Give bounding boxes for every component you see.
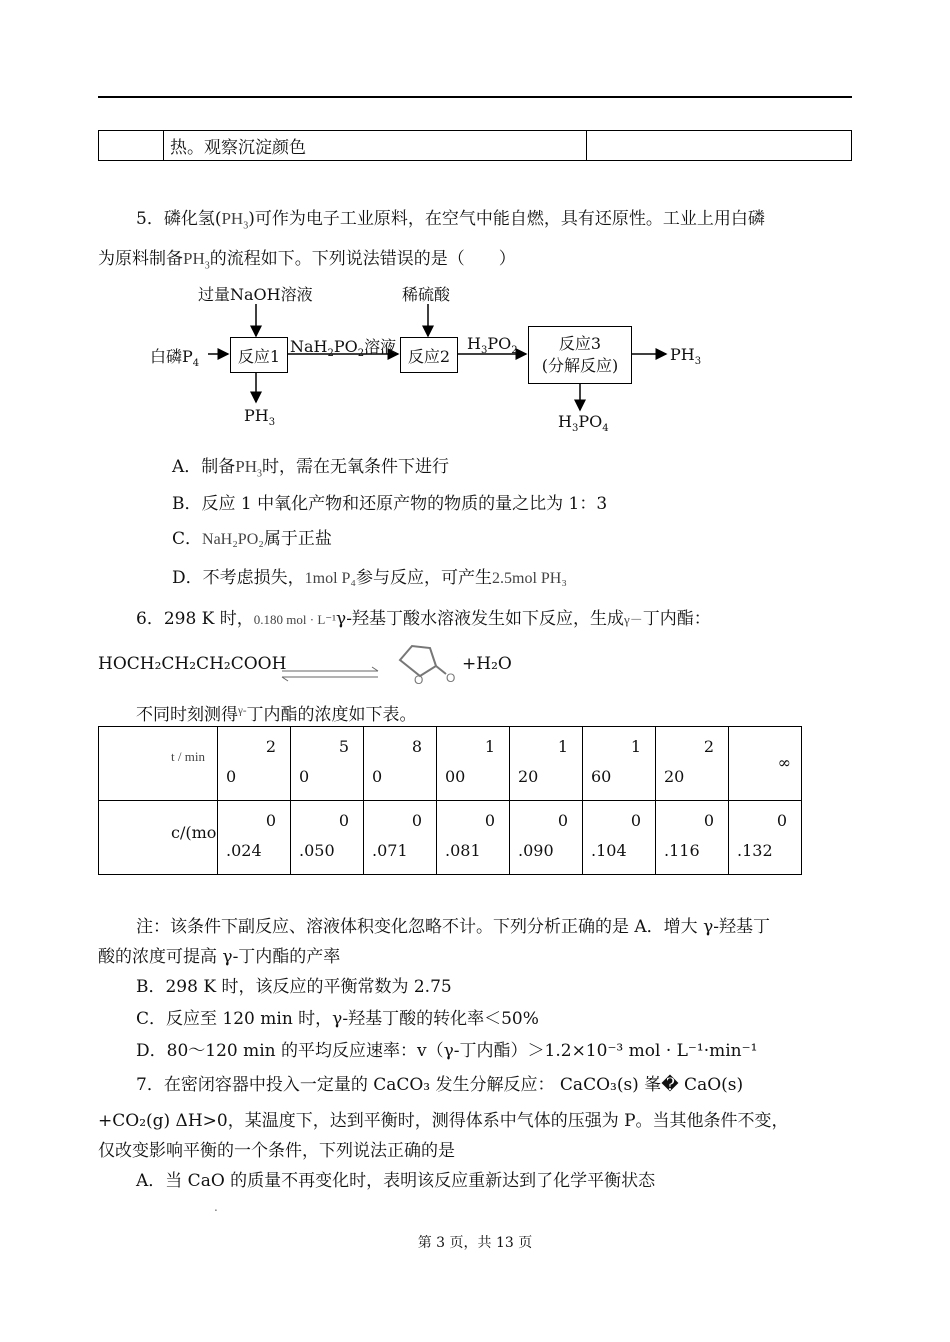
time-digit-bottom: 20 <box>664 767 685 786</box>
q6-option-d: D．80～120 min 的平均反应速率：v（γ-丁内酯）＞1.2×10⁻³ mol · L⁻¹·min⁻¹ <box>136 1041 758 1061</box>
conc-digit-bottom: .081 <box>445 841 481 860</box>
time-digit-bottom: 0 <box>226 767 237 786</box>
table-cell: 热。观察沉淀颜色 <box>164 131 587 161</box>
time-cell <box>583 727 656 801</box>
time-digit-top: 2 <box>703 737 714 756</box>
nah2po2-label: $NaH_2PO_2$溶液 <box>290 337 397 360</box>
conc-digit-bottom: .090 <box>518 841 554 860</box>
q6-equation-tail: +H₂O <box>462 654 512 674</box>
q5-option-c: C．NaH₂PO₂属于正盐 <box>172 529 332 549</box>
q5-stem-line2: 为原料制备$PH_3$的流程如下。下列说法错误的是（ ） <box>98 249 516 272</box>
q7-stem-line1: 7．在密闭容器中投入一定量的 CaCO₃ 发生分解反应： CaCO₃(s) 峯� CaO(s) <box>136 1075 744 1095</box>
conc-digit-top: 0 <box>338 811 349 830</box>
time-digit-bottom: 0 <box>372 767 383 786</box>
butyrolactone-structure-icon <box>390 640 462 684</box>
reaction2-box: 反应2 <box>400 337 458 373</box>
conc-cell <box>364 801 437 875</box>
conc-cell <box>729 801 802 875</box>
table-header-cell <box>99 727 218 801</box>
reaction1-box: 反应1 <box>230 337 288 373</box>
q7-option-a: A．当 CaO 的质量不再变化时，表明该反应重新达到了化学平衡状态 <box>136 1171 656 1191</box>
time-cell <box>437 727 510 801</box>
time-cell <box>656 727 729 801</box>
reaction3-title: 反应3 <box>558 334 602 353</box>
conc-digit-top: 0 <box>265 811 276 830</box>
table-header-cell <box>99 801 218 875</box>
conc-cell <box>218 801 291 875</box>
q7-stem-line3: 仅改变影响平衡的一个条件，下列说法正确的是 <box>98 1141 455 1161</box>
time-digit-bottom: 0 <box>299 767 310 786</box>
conc-digit-top: 0 <box>776 811 787 830</box>
equilibrium-arrow-icon <box>278 662 388 684</box>
conc-digit-bottom: .132 <box>737 841 773 860</box>
conc-digit-bottom: .050 <box>299 841 335 860</box>
time-digit-top: 1 <box>630 737 641 756</box>
time-cell <box>510 727 583 801</box>
conc-digit-top: 0 <box>557 811 568 830</box>
ring-oxygen-label: O <box>414 673 424 684</box>
conc-cell <box>583 801 656 875</box>
time-digit-top: 2 <box>265 737 276 756</box>
time-digit-bottom: 60 <box>591 767 612 786</box>
q6-note-line1: 注：该条件下副反应、溶液体积变化忽略不计。下列分析正确的是 A．增大 γ-羟基丁 <box>136 917 770 937</box>
time-digit-bottom: 20 <box>518 767 539 786</box>
reaction3-box <box>528 326 632 384</box>
q5-option-d: D．不考虑损失，1mol P₄参与反应，可产生2.5mol PH₃ <box>172 568 567 588</box>
conc-digit-top: 0 <box>703 811 714 830</box>
time-cell <box>364 727 437 801</box>
start-p4-label: 白磷$P_4$ <box>150 347 200 370</box>
conc-cell <box>291 801 364 875</box>
time-digit-bottom: 00 <box>445 767 466 786</box>
flow-arrows <box>0 0 950 440</box>
input-h2so4-label: 稀硫酸 <box>402 285 451 304</box>
time-digit-top: 1 <box>557 737 568 756</box>
time-header: t / min <box>171 749 205 764</box>
conc-cell <box>656 801 729 875</box>
conc-digit-top: 0 <box>630 811 641 830</box>
output-h3po4-down: $H_3PO_4$ <box>558 412 609 435</box>
q5-option-a: A．制备$PH_3$时，需在无氧条件下进行 <box>172 457 450 480</box>
time-digit-top: 8 <box>411 737 422 756</box>
conc-cell <box>510 801 583 875</box>
stray-dot: . <box>214 1200 218 1214</box>
q5-option-b: B．反应 1 中氧化产物和还原产物的物质的量之比为 1：3 <box>172 494 608 514</box>
page-footer: 第 3 页，共 13 页 <box>417 1235 533 1251</box>
conc-digit-bottom: .116 <box>664 841 700 860</box>
infinity-symbol: ∞ <box>777 753 791 772</box>
conc-digit-bottom: .104 <box>591 841 627 860</box>
conc-header: c/(mo <box>171 823 217 842</box>
q6-equation: HOCH₂CH₂CH₂COOH <box>98 654 287 674</box>
time-cell <box>291 727 364 801</box>
q6-stem-line3: 不同时刻测得$^{\gamma-}$丁内酯的浓度如下表。 <box>136 704 417 725</box>
conc-digit-bottom: .071 <box>372 841 408 860</box>
time-cell-infinity <box>729 727 802 801</box>
output-ph3-down: $PH_3$ <box>244 406 276 429</box>
conc-digit-top: 0 <box>411 811 422 830</box>
conc-digit-bottom: .024 <box>226 841 262 860</box>
q6-stem-line1: 6．298 K 时，0.180 mol · L⁻¹γ-羟基丁酸水溶液发生如下反应，生成γ－丁内酯： <box>136 609 711 629</box>
carbonyl-oxygen-label: O <box>446 671 456 684</box>
q5-stem-line1: 5．磷化氢$(PH_3)$可作为电子工业原料，在空气中能自燃，具有还原性。工业上用白磷 <box>136 209 765 232</box>
time-cell <box>218 727 291 801</box>
reaction3-subtitle: (分解反应) <box>541 356 619 375</box>
q6-option-c: C．反应至 120 min 时，γ-羟基丁酸的转化率＜50% <box>136 1009 539 1029</box>
output-ph3-right: $PH_3$ <box>670 345 702 368</box>
input-naoh-label: 过量NaOH溶液 <box>198 285 313 304</box>
q6-option-b: B．298 K 时，该反应的平衡常数为 2.75 <box>136 977 452 997</box>
conc-cell <box>437 801 510 875</box>
q6-data-table <box>98 726 802 875</box>
q6-note-line2: 酸的浓度可提高 γ-丁内酯的产率 <box>98 947 341 967</box>
h3po2-label: $H_3PO_2$ <box>467 334 518 357</box>
q7-stem-line2: +CO₂(g) ΔH>0，某温度下，达到平衡时，测得体系中气体的压强为 P。当其他条件不变， <box>98 1111 789 1131</box>
time-digit-top: 5 <box>338 737 349 756</box>
conc-digit-top: 0 <box>484 811 495 830</box>
time-digit-top: 1 <box>484 737 495 756</box>
